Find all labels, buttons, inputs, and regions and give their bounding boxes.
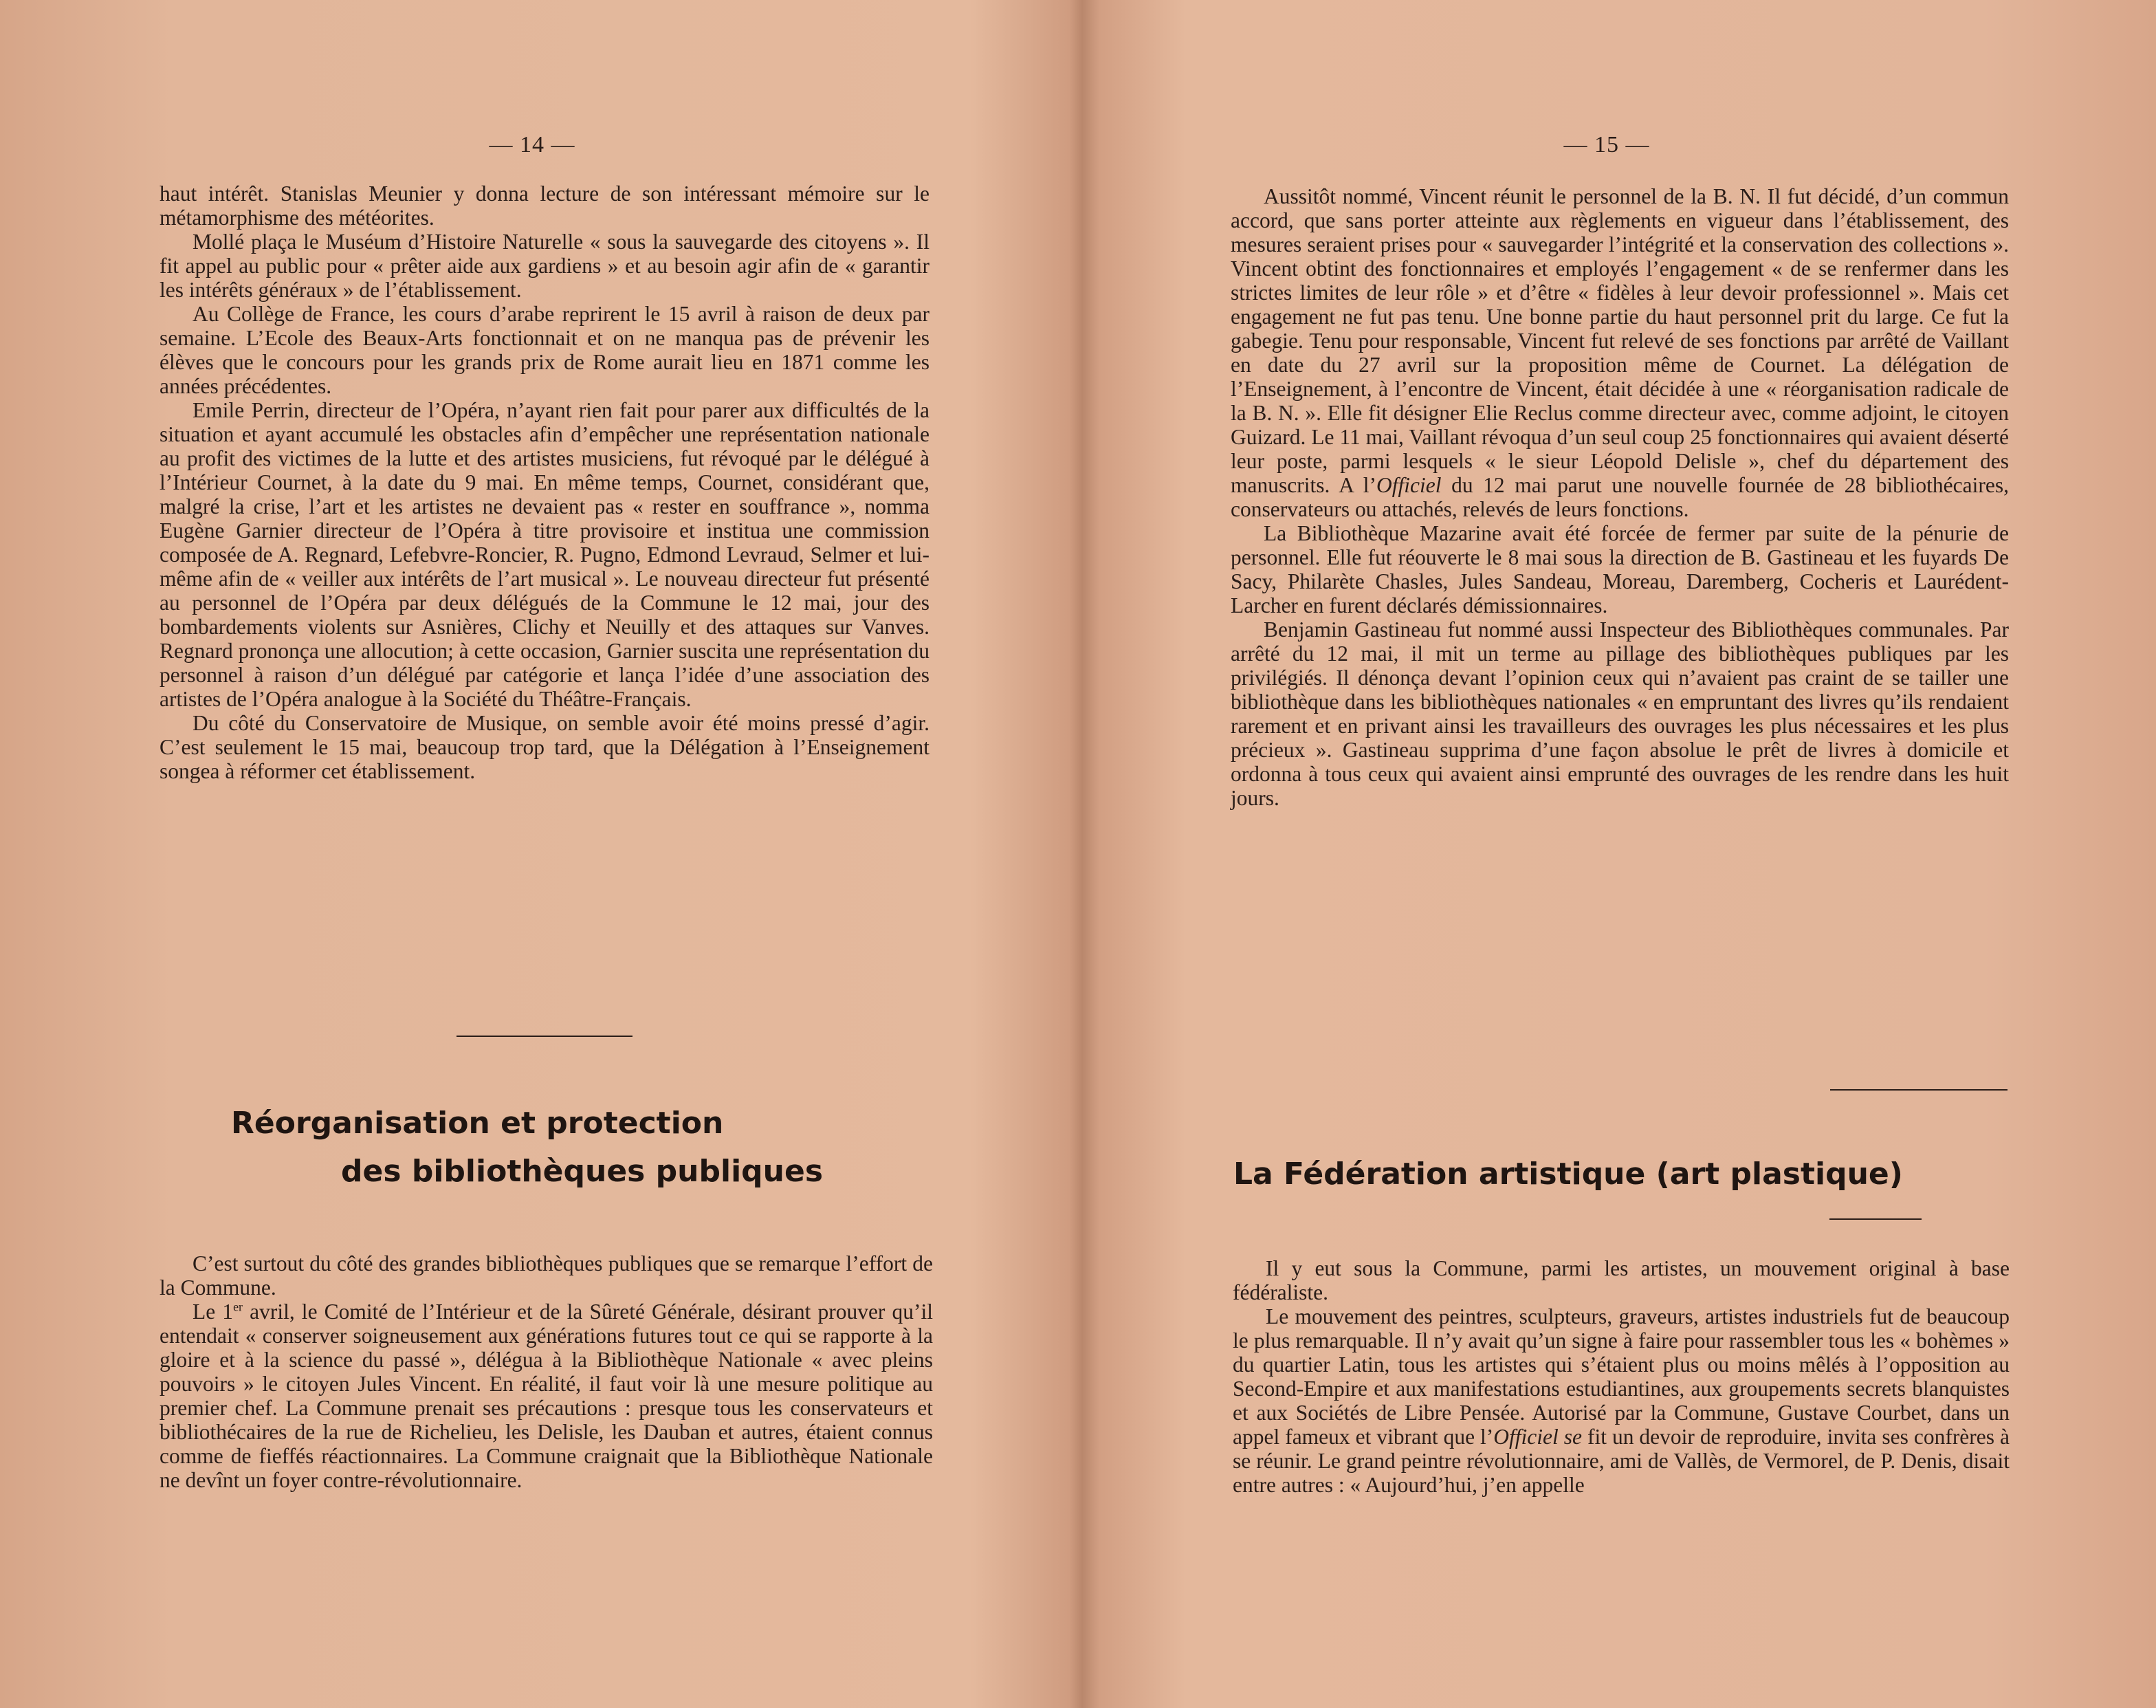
text-run: avril, le Comité de l’Intérieur et de la Sûreté Générale, désirant prouver qu’il entendait « conserver soigneusement aux générations futures tout ce qui se rapporte à la gloire et à la science du passé », délégua à la Bibliothèque Nationale « avec pleins pouvoirs » le citoyen Jules Vincent. En réalité, il faut voir là une mesure politique au premier chef. La Commune prenait ses précautions : presque tous les conservateurs et bibliothécaires de la rue de Richelieu, les Delisle, les Dauban et autres, étaient connus comme de fieffés réactionnaires. La Commune craignait que la Bibliothèque Nationale ne devînt un foyer contre-révolutionnaire. [160, 1300, 933, 1492]
section-divider [456, 1036, 632, 1037]
paragraph: Benjamin Gastineau fut nommé aussi Inspecteur des Bibliothèques communales. Par arrêté du 12 mai, il mit un terme au pillage des bibliothèques publiques par les privilégiés. Il dénonça devant l’opinion ceux qui n’avaient pas craint de se tailler une bibliothèque dans les bibliothèques nationales « en empruntant des livres qu’ils rendaient rarement et en privant ainsi les travailleurs des ouvrages les plus nécessaires et les plus précieux ». Gastineau supprima d’une façon absolue le prêt de livres à domicile et ordonna à tous ceux qui avaient ainsi emprunté des ouvrages de les rendre dans les huit jours. [1231, 617, 2009, 810]
text-run: Le 1 [192, 1300, 234, 1324]
paragraph: Il y eut sous la Commune, parmi les artistes, un mouvement original à base fédéraliste. [1233, 1256, 2010, 1304]
page-number-right: — 15 — [1563, 132, 1650, 157]
paragraph: Emile Perrin, directeur de l’Opéra, n’ayant rien fait pour parer aux difficultés de la situation et ayant accumulé les obstacles afin d’empêcher une représentation nationale au profit des victimes de la lutte et des artistes musiciens, fut révoqué par le délégué à l’Intérieur Cournet, à la date du 9 mai. En même temps, Cournet, considérant que, malgré la crise, l’art et les artistes ne devaient pas « rester en souffrance », nomma Eugène Garnier directeur de l’Opéra à titre provisoire et institua une commission composée de A. Regnard, Lefebvre-Roncier, R. Pugno, Edmond Levraud, Selmer et lui-même afin de « veiller aux intérêts de l’art musical ». Le nouveau directeur fut présenté au personnel de l’Opéra par deux délégués de la Commune le 12 mai, jour des bombardements violents sur Asnières, Clichy et Neuilly et des attaques sur Vanves. Regnard prononça une allocution; à cette occasion, Garnier suscita une représentation du personnel à raison d’un délégué par catégorie et lança l’idée d’une association des artistes de l’Opéra analogue à la Société du Théâtre-Français. [160, 398, 930, 711]
left-bottom-text [160, 1251, 933, 1492]
italic-text: Officiel [1376, 473, 1442, 497]
text-run: Aussitôt nommé, Vincent réunit le personnel de la B. N. Il fut décidé, d’un commun accord, que sans porter atteinte aux règlements en vigueur dans l’établissement, des mesures seraient prises pour « sauvegarder l’intégrité et la conservation des collections ». Vincent obtint des fonctionnaires et employés l’engagement « de se renfermer dans les strictes limites de leur rôle » et d’être « fidèles à leur devoir professionnel ». Mais cet engagement ne fut pas tenu. Une bonne partie du haut personnel prit du large. Ce fut la gabegie. Tenu pour responsable, Vincent fut relevé de ses fonctions par arrêté de Vaillant en date du 27 avril sur la proposition même de Cournet. La délégation de l’Enseignement, à l’encontre de Vincent, était décidée à une « réorganisation radicale de la B. N. ». Elle fit désigner Elie Reclus comme directeur avec, comme adjoint, le citoyen Guizard. Le 11 mai, Vaillant révoqua d’un seul coup 25 fonctionnaires qui avaient déserté leur poste, parmi lesquels « le sieur Léopold Delisle », chef du département des manuscrits. A l’ [1231, 184, 2009, 497]
paragraph: Mollé plaça le Muséum d’Histoire Naturelle « sous la sauvegarde des citoyens ». Il fit appel au public pour « prêter aide aux gardiens » et au besoin agir afin de « garantir les intérêts généraux » de l’établissement. [160, 230, 930, 302]
section-heading: La Fédération artistique (art plastique) [1233, 1157, 1903, 1192]
section-heading-line-1: Réorganisation et protection [231, 1106, 724, 1141]
paragraph: haut intérêt. Stanislas Meunier y donna lecture de son intéressant mémoire sur le métamorphisme des météorites. [160, 182, 930, 230]
paragraph [1231, 184, 2009, 521]
text-run: Le mouvement des peintres, sculpteurs, graveurs, artistes industriels fut de beaucoup le plus remarquable. Il n’y avait qu’un signe à faire pour rassembler tous les « bohèmes » du quartier Latin, tous les artistes qui s’étaient plus ou moins mêlés à l’opposition au Second-Empire et aux manifestations estudiantines, aux groupements secrets blanquistes et aux Sociétés de Libre Pensée. Autorisé par la Commune, Gustave Courbet, dans un appel fameux et vibrant que l’ [1233, 1304, 2010, 1449]
right-top-text [1231, 184, 2009, 810]
text-run: du 12 mai parut une nouvelle fournée de 28 bibliothécaires, conservateurs ou attachés, relevés de leurs fonctions. [1231, 473, 2009, 521]
right-page [1078, 0, 2156, 1708]
section-heading-line-2: des bibliothèques publiques [341, 1154, 824, 1189]
paragraph [1233, 1304, 2010, 1497]
text-run: fit un devoir de reproduire, invita ses confrères à se réunir. Le grand peintre révolutionnaire, ami de Vallès, de Vermorel, de P. Denis, disait entre autres : « Aujourd’hui, j’en appelle [1233, 1425, 2010, 1497]
section-divider [1830, 1089, 2008, 1091]
superscript: er [233, 1300, 243, 1314]
heading-underline [1829, 1218, 1922, 1220]
paragraph: C’est surtout du côté des grandes bibliothèques publiques que se remarque l’effort de la Commune. [160, 1251, 933, 1300]
paragraph: La Bibliothèque Mazarine avait été forcée de fermer par suite de la pénurie de personnel. Elle fut réouverte le 8 mai sous la direction de B. Gastineau et les fuyards De Sacy, Philarète Chasles, Jules Sandeau, Moreau, Daremberg, Cocheris et Laurédent-Larcher en furent déclarés démissionnaires. [1231, 521, 2009, 617]
left-top-text [160, 182, 930, 783]
right-bottom-text [1233, 1256, 2010, 1497]
page-number-left: — 14 — [489, 132, 575, 157]
paragraph [160, 1300, 933, 1492]
paragraph: Au Collège de France, les cours d’arabe reprirent le 15 avril à raison de deux par semaine. L’Ecole des Beaux-Arts fonctionnait et on ne manqua pas de prévenir les élèves que le concours pour les grands prix de Rome aurait lieu en 1871 comme les années précédentes. [160, 302, 930, 398]
paragraph: Du côté du Conservatoire de Musique, on semble avoir été moins pressé d’agir. C’est seulement le 15 mai, beaucoup trop tard, que la Délégation à l’Enseignement songea à réformer cet établissement. [160, 711, 930, 783]
italic-text: Officiel se [1493, 1425, 1582, 1449]
